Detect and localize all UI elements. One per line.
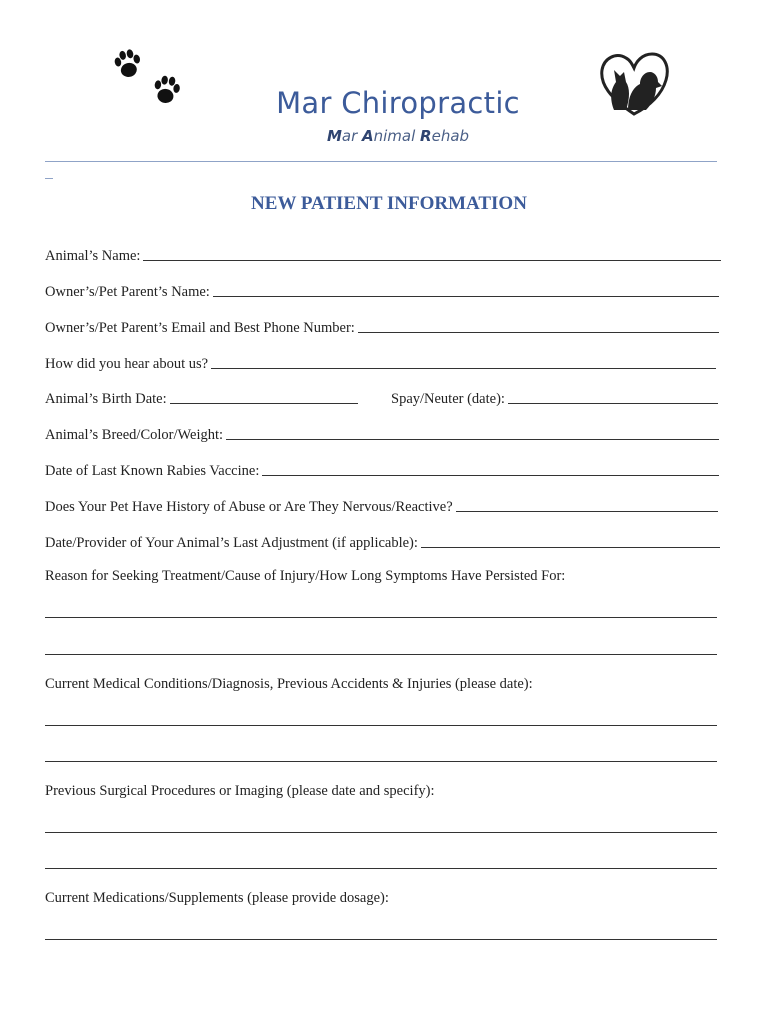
owner-name-input-line[interactable] <box>213 296 719 297</box>
last-adjustment-field[interactable] <box>45 532 720 552</box>
field-label: How did you hear about us? <box>45 356 209 372</box>
field-label: Owner’s/Pet Parent’s Name: <box>45 284 210 300</box>
rabies-input-line[interactable] <box>262 475 719 476</box>
medications-answer-line-1[interactable] <box>45 939 717 940</box>
field-label: Animal’s Name: <box>45 248 141 264</box>
animal-name-field[interactable] <box>45 245 721 265</box>
field-label: Date of Last Known Rabies Vaccine: <box>45 463 260 479</box>
divider-mark <box>45 168 53 179</box>
spay-neuter-field[interactable] <box>391 388 718 408</box>
referral-field[interactable] <box>45 353 716 373</box>
surgical-answer-line-2[interactable] <box>45 868 717 869</box>
animal-name-input-line[interactable] <box>143 260 721 261</box>
birth-date-input-line[interactable] <box>170 403 358 404</box>
surgical-label: Previous Surgical Procedures or Imaging (please date and specify): <box>45 783 435 799</box>
conditions-answer-line-1[interactable] <box>45 725 717 726</box>
field-label: Does Your Pet Have History of Abuse or Are They Nervous/Reactive? <box>45 499 453 515</box>
form-title: NEW PATIENT INFORMATION <box>251 193 527 214</box>
reason-label: Reason for Seeking Treatment/Cause of Injury/How Long Symptoms Have Persisted For: <box>45 568 566 584</box>
owner-name-field[interactable] <box>45 281 719 301</box>
medications-label: Current Medications/Supplements (please provide dosage): <box>45 890 389 906</box>
reason-answer-line-1[interactable] <box>45 617 717 618</box>
reason-answer-line-2[interactable] <box>45 654 717 655</box>
abuse-history-field[interactable] <box>45 496 718 516</box>
conditions-label: Current Medical Conditions/Diagnosis, Previous Accidents & Injuries (please date): <box>45 676 533 692</box>
conditions-answer-line-2[interactable] <box>45 761 717 762</box>
field-label: Spay/Neuter (date): <box>391 391 505 407</box>
referral-input-line[interactable] <box>211 368 716 369</box>
brand-subtitle: Mar Animal Rehab <box>326 127 470 145</box>
owner-contact-input-line[interactable] <box>358 332 719 333</box>
field-label: Owner’s/Pet Parent’s Email and Best Phone Number: <box>45 320 355 336</box>
last-adjustment-input-line[interactable] <box>421 547 720 548</box>
abuse-history-input-line[interactable] <box>456 511 718 512</box>
birth-date-field[interactable] <box>45 388 358 408</box>
breed-field[interactable] <box>45 424 719 444</box>
field-label: Animal’s Birth Date: <box>45 391 167 407</box>
header-divider <box>45 161 717 162</box>
owner-contact-field[interactable] <box>45 317 719 337</box>
breed-input-line[interactable] <box>226 439 719 440</box>
brand-title: Mar Chiropractic <box>276 86 520 120</box>
surgical-answer-line-1[interactable] <box>45 832 717 833</box>
field-label: Date/Provider of Your Animal’s Last Adjustment (if applicable): <box>45 535 418 551</box>
rabies-field[interactable] <box>45 460 719 480</box>
field-label: Animal’s Breed/Color/Weight: <box>45 427 224 443</box>
spay-neuter-input-line[interactable] <box>508 403 718 404</box>
